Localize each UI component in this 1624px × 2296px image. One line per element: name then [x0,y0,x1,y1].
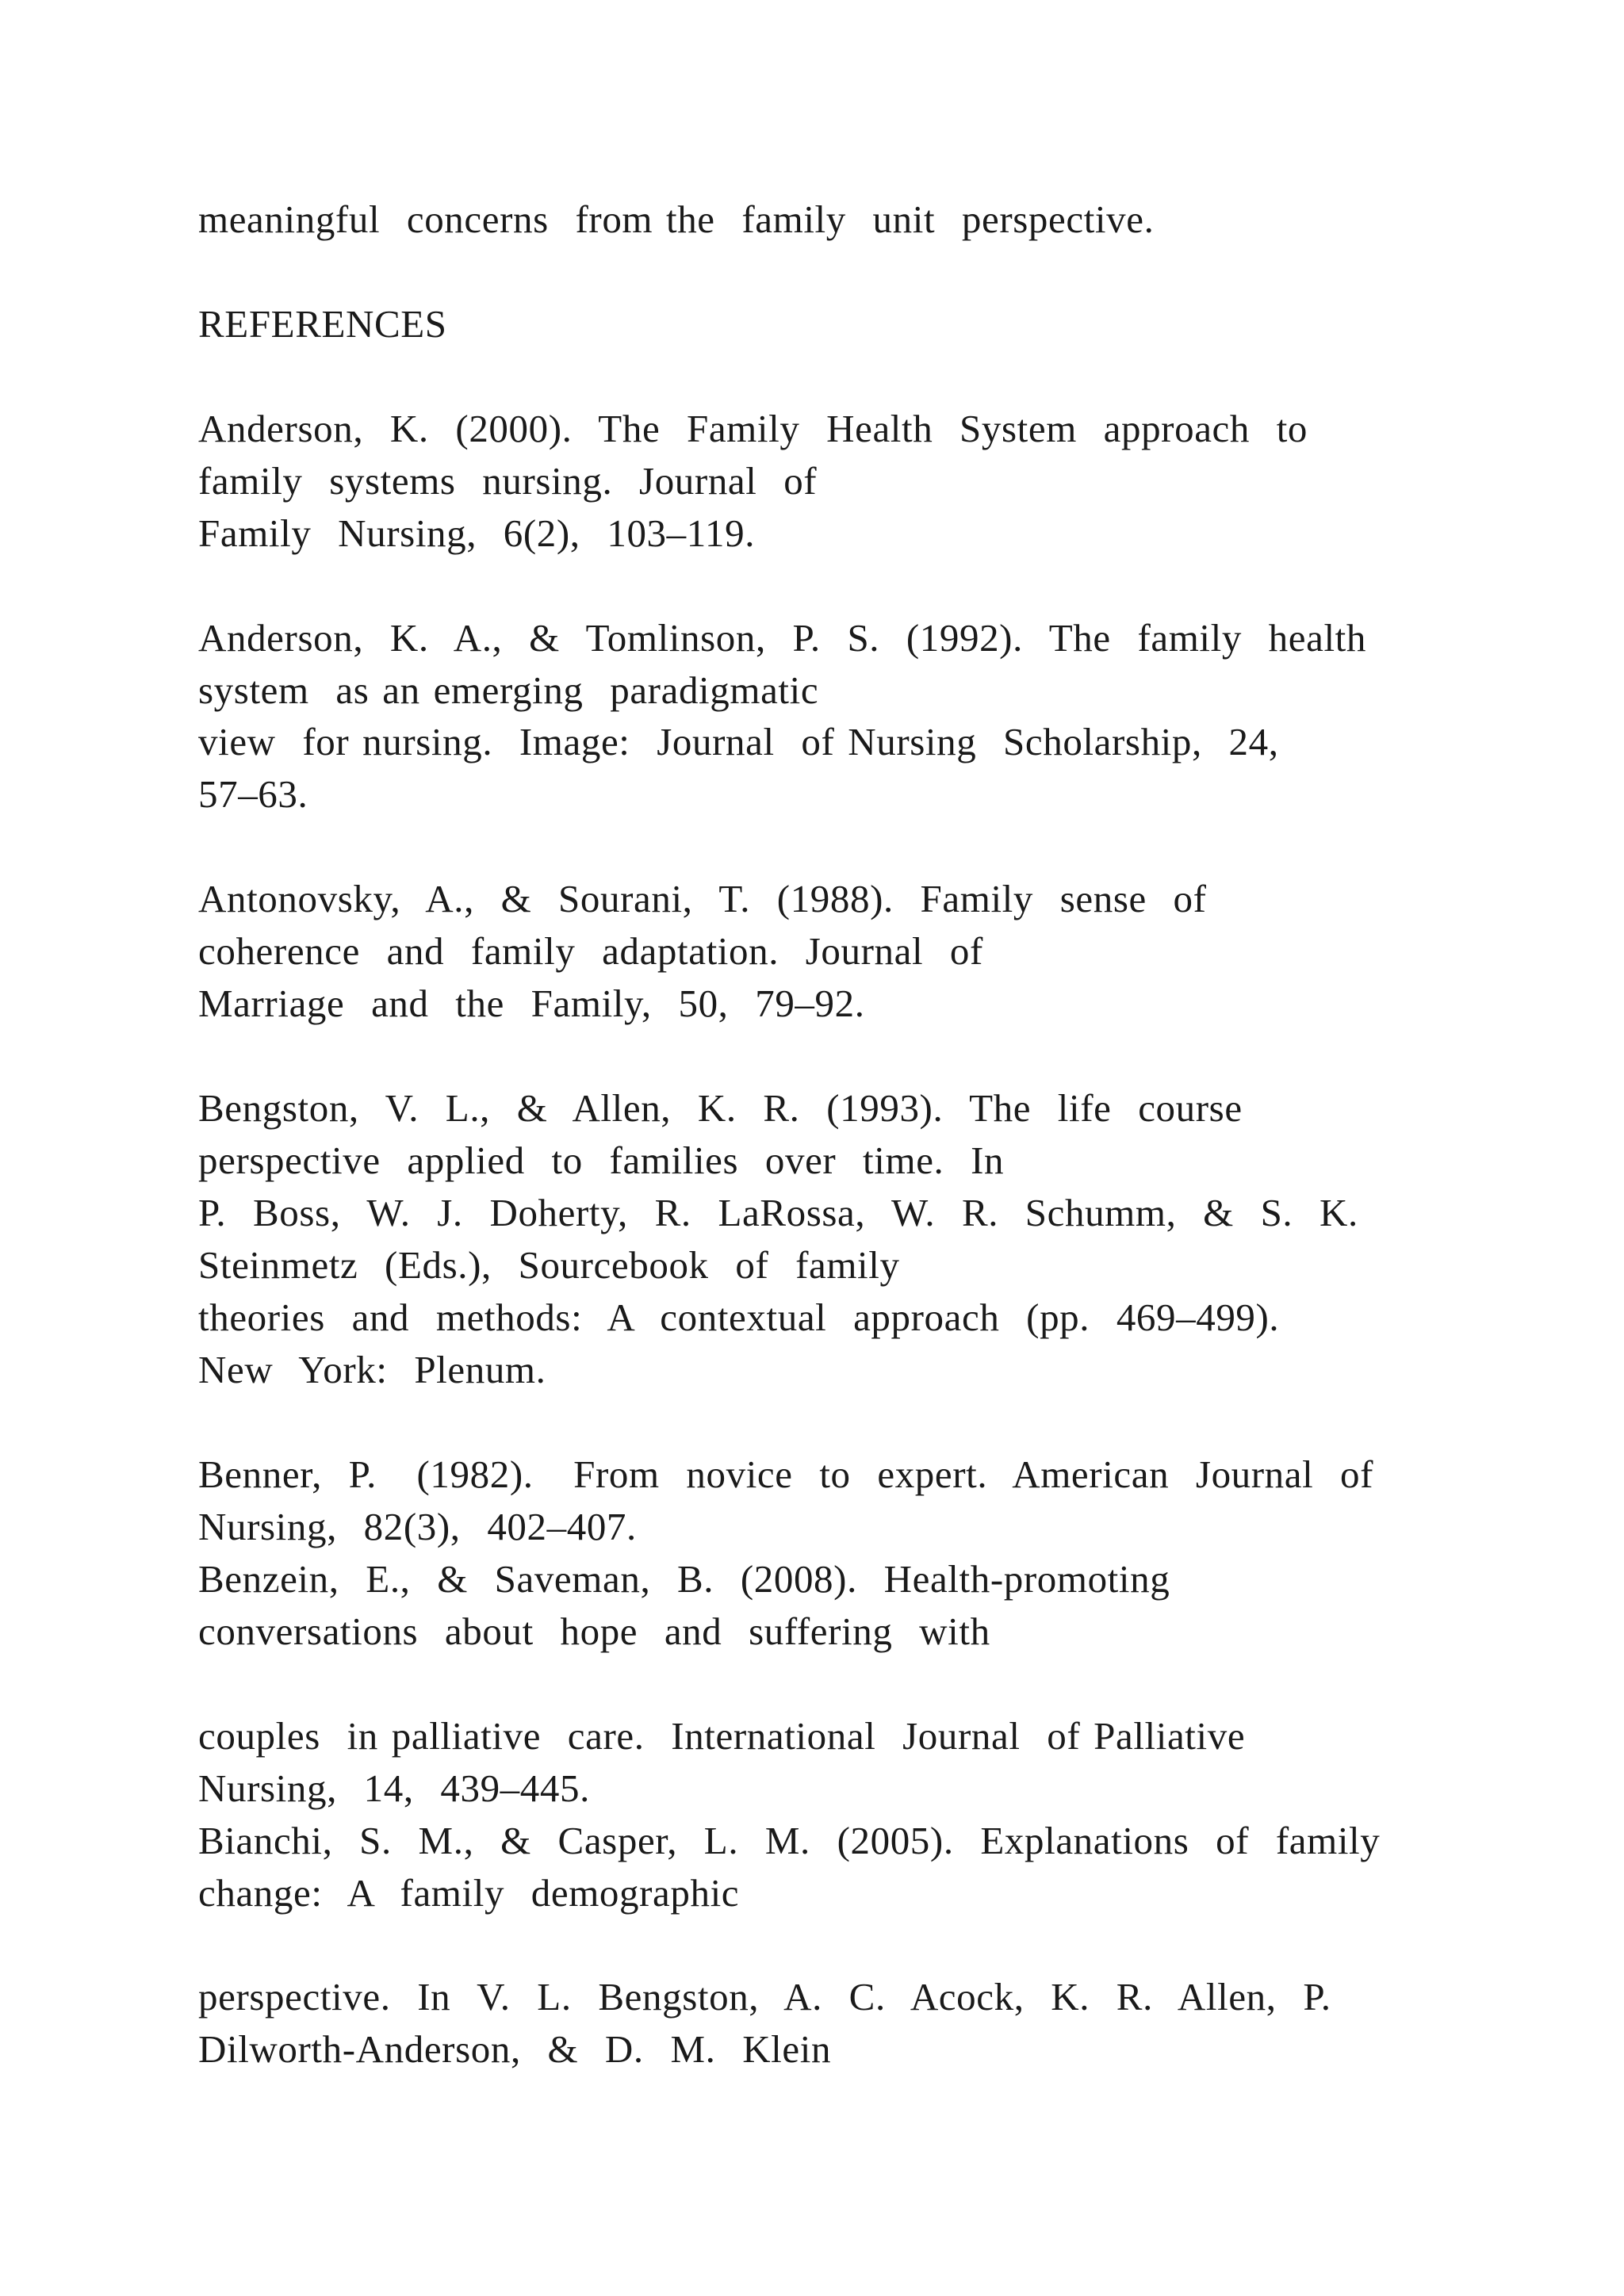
reference-line: family systems nursing. Journal of [198,459,818,503]
reference-line: conversations about hope and suffering with [198,1609,990,1653]
reference-line: Nursing, 82(3), 402–407. [198,1505,637,1548]
reference-line: P. Boss, W. J. Doherty, R. LaRossa, W. R. Schumm, & S. K. [198,1191,1358,1234]
reference-line: system as an emerging paradigmatic [198,668,819,712]
reference-line: change: A family demographic [198,1871,740,1915]
reference-line: theories and methods: A contextual approach (pp. 469–499). [198,1295,1280,1339]
reference-line: Dilworth-Anderson, & D. M. Klein [198,2027,832,2071]
text-line: meaningful concerns from the family unit perspective. [198,197,1155,241]
reference-line: Bengston, V. L., & Allen, K. R. (1993). The life course [198,1086,1243,1130]
reference-line: Antonovsky, A., & Sourani, T. (1988). Family sense of [198,877,1207,920]
reference-line: Family Nursing, 6(2), 103–119. [198,511,756,555]
reference-line: perspective. In V. L. Bengston, A. C. Acock, K. R. Allen, P. [198,1975,1331,2019]
reference-line: Anderson, K. A., & Tomlinson, P. S. (1992). The family health [198,616,1366,660]
reference-line: couples in palliative care. International Journal of Palliative [198,1714,1246,1758]
reference-line: New York: Plenum. [198,1348,546,1391]
reference-line: Marriage and the Family, 50, 79–92. [198,982,865,1025]
reference-line: 57–63. [198,772,308,816]
reference-line: Steinmetz (Eds.), Sourcebook of family [198,1243,900,1287]
reference-line: Benner, P. (1982). From novice to expert. American Journal of [198,1452,1374,1496]
reference-line: perspective applied to families over time. In [198,1138,1005,1182]
section-heading: REFERENCES [198,302,447,346]
reference-line: Nursing, 14, 439–445. [198,1766,590,1810]
reference-line: view for nursing. Image: Journal of Nursing Scholarship, 24, [198,720,1279,763]
reference-line: coherence and family adaptation. Journal of [198,929,983,973]
reference-line: Benzein, E., & Saveman, B. (2008). Health-promoting [198,1557,1170,1601]
reference-line: Anderson, K. (2000). The Family Health System approach to [198,407,1308,450]
reference-line: Bianchi, S. M., & Casper, L. M. (2005). Explanations of family [198,1819,1381,1862]
